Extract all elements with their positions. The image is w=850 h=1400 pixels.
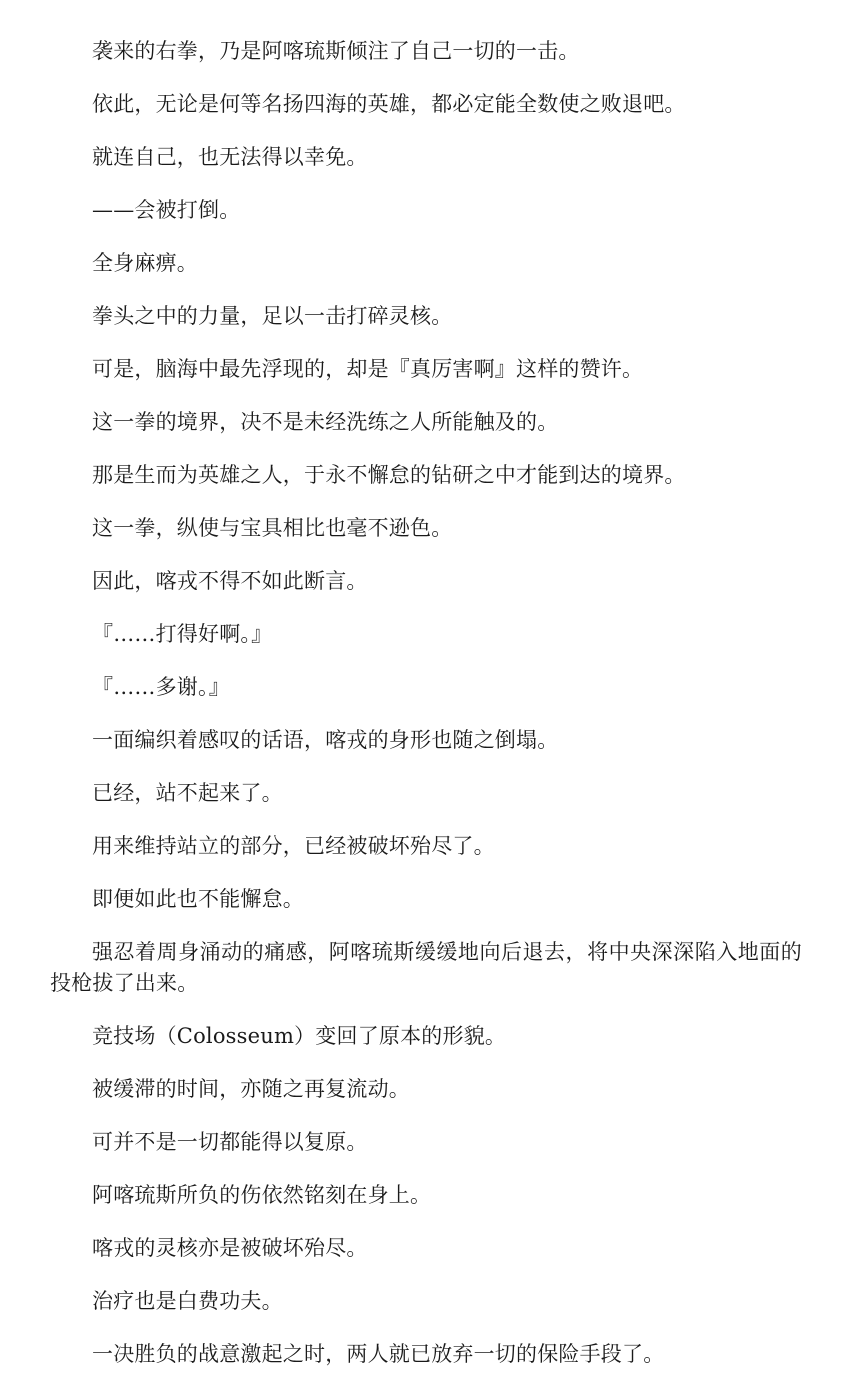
paragraph: 竞技场（Colosseum）变回了原本的形貌。: [92, 1024, 507, 1048]
paragraph: 强忍着周身涌动的痛感，阿喀琉斯缓缓地向后退去，将中央深深陷入地面的投枪拔了出来。: [50, 940, 802, 995]
paragraph: 这一拳的境界，决不是未经洗练之人所能触及的。: [92, 410, 559, 434]
paragraph: 拳头之中的力量，足以一击打碎灵核。: [92, 304, 453, 328]
paragraph: 依此，无论是何等名扬四海的英雄，都必定能全数使之败退吧。: [92, 92, 686, 116]
paragraph: 袭来的右拳，乃是阿喀琉斯倾注了自己一切的一击。: [92, 39, 580, 63]
paragraph: 一决胜负的战意激起之时，两人就已放弃一切的保险手段了。: [92, 1342, 665, 1366]
paragraph: 可是，脑海中最先浮现的，却是『真厉害啊』这样的赞许。: [92, 357, 644, 381]
paragraph: 阿喀琉斯所负的伤依然铭刻在身上。: [92, 1183, 432, 1207]
paragraph: 全身麻痹。: [92, 251, 198, 275]
paragraph: 『……多谢。』: [92, 675, 230, 699]
paragraph: 那是生而为英雄之人，于永不懈怠的钻研之中才能到达的境界。: [92, 463, 686, 487]
paragraph: 治疗也是白费功夫。: [92, 1289, 283, 1313]
paragraph: 一面编织着感叹的话语，喀戎的身形也随之倒塌。: [92, 728, 559, 752]
paragraph: 被缓滞的时间，亦随之再复流动。: [92, 1077, 410, 1101]
paragraph: ——会被打倒。: [92, 198, 241, 222]
paragraph: 因此，喀戎不得不如此断言。: [92, 569, 368, 593]
paragraph: 『……打得好啊。』: [92, 622, 273, 646]
paragraph: 喀戎的灵核亦是被破坏殆尽。: [92, 1236, 368, 1260]
paragraph: 可并不是一切都能得以复原。: [92, 1130, 368, 1154]
paragraph: 即便如此也不能懈怠。: [92, 887, 304, 911]
paragraph: 已经，站不起来了。: [92, 781, 283, 805]
paragraph: 用来维持站立的部分，已经被破坏殆尽了。: [92, 834, 495, 858]
paragraph: 就连自己，也无法得以幸免。: [92, 145, 368, 169]
paragraph: 这一拳，纵使与宝具相比也毫不逊色。: [92, 516, 453, 540]
